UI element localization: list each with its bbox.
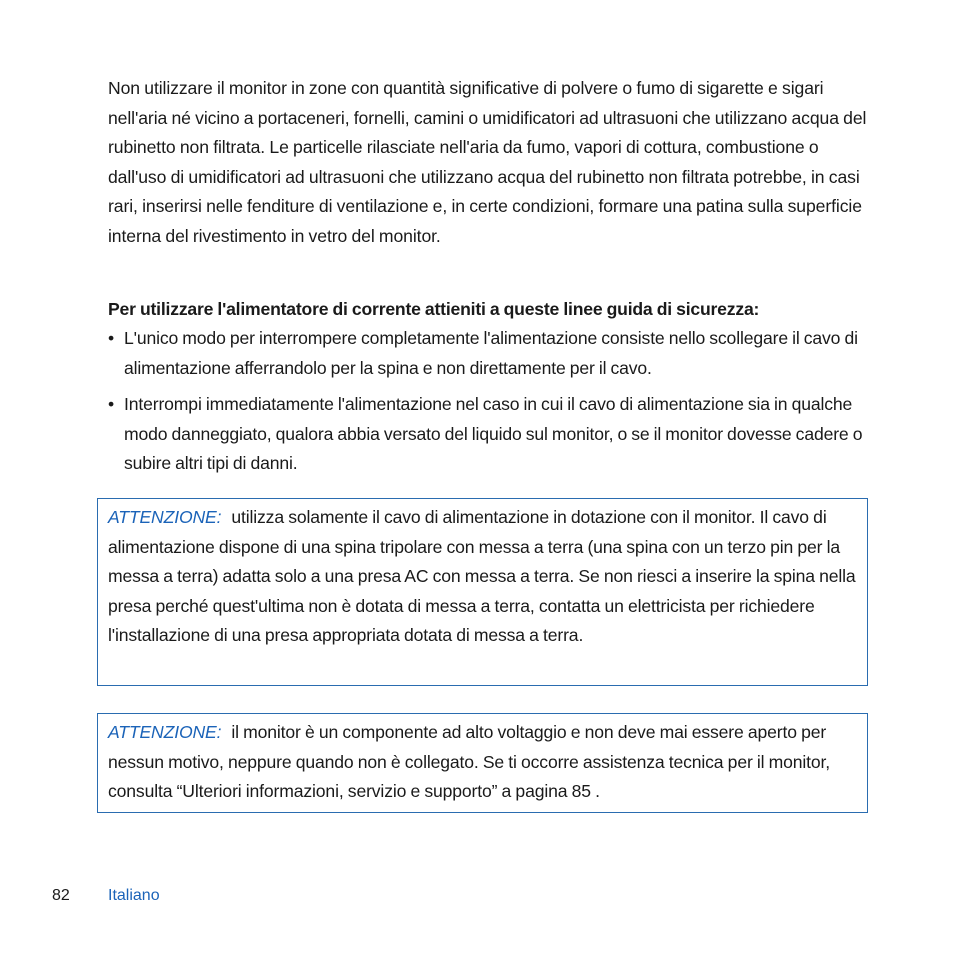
bullet-text: Interrompi immediatamente l'alimentazione nel caso in cui il cavo di alimentazione sia in qualche modo danneggiato, qualora abbia versato del liquido sul monitor, o se il monitor dovesse cadere o subire altri tipi di danni. — [124, 394, 863, 474]
footer-language: Italiano — [108, 887, 160, 904]
warning-text: il monitor è un componente ad alto voltaggio e non deve mai essere aperto per nessun motivo, neppure quando non è collegato. Se ti occorre assistenza tecnica per il monitor, consulta “Ulteriori informazioni, servizio e supporto” a pagina 85 . — [108, 722, 831, 802]
section-heading: Per utilizzare l'alimentatore di corrente attieniti a queste linee guida di sicurezza: — [108, 299, 760, 319]
safety-bullet-list — [108, 324, 883, 486]
bullet-text: L'unico modo per interrompere completamente l'alimentazione consiste nello scollegare il cavo di alimentazione afferrandolo per la spina e non direttamente per il cavo. — [124, 328, 858, 378]
intro-paragraph: Non utilizzare il monitor in zone con quantità significative di polvere o fumo di sigarette e sigari nell'aria né vicino a portaceneri, fornelli, camini o umidificatori ad ultrasuoni che utilizzano acqua del rubinetto non filtrata. Le particelle rilasciate nell'aria da fumo, vapori di cottura, combustione o dall'uso di umidificatori ad ultrasuoni che utilizzano acqua del rubinetto non filtrata potrebbe, in casi rari, inserirsi nelle fenditure di ventilazione e, in certe condizioni, formare una patina sulla superficie interna del rivestimento in vetro del monitor. — [108, 78, 867, 246]
list-item — [108, 324, 883, 383]
bullet-icon: • — [108, 394, 115, 415]
page-number: 82 — [52, 887, 70, 904]
warning-box-high-voltage — [97, 713, 868, 813]
bullet-icon: • — [108, 328, 115, 348]
list-item — [108, 390, 883, 479]
warning-label: ATTENZIONE: — [108, 722, 222, 742]
warning-box-power-cable — [97, 498, 868, 686]
warning-text: utilizza solamente il cavo di alimentazione in dotazione con il monitor. Il cavo di alimentazione dispone di una spina tripolare con messa a terra (una spina con un terzo pin per la messa a terra) adatta solo a una presa AC con messa a terra. Se non riesci a inserire la spina nella presa perché quest'ultima non è dotata di messa a terra, contatta un elettricista per richiedere l'installazione di una presa appropriata dotata di messa a terra. — [108, 507, 856, 646]
warning-label: ATTENZIONE: — [108, 507, 222, 527]
